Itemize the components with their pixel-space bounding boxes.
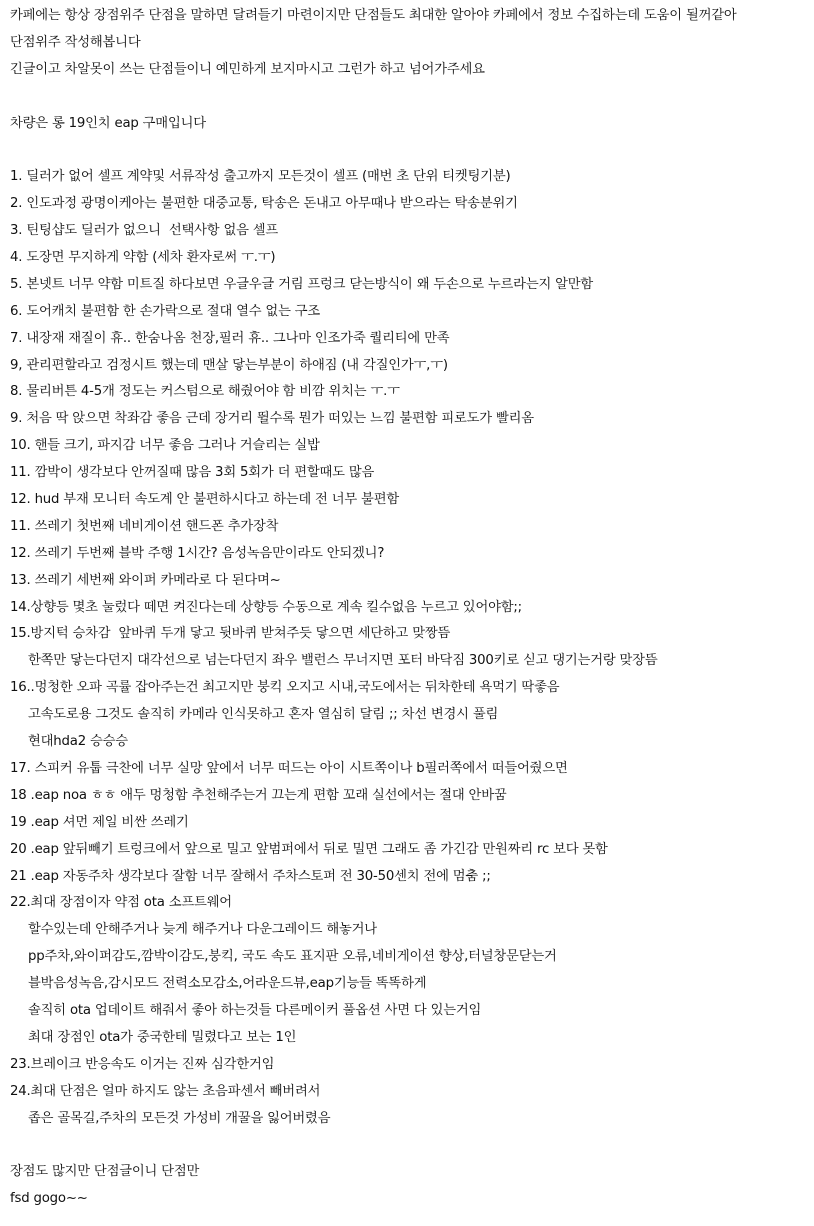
text-line: 단점위주 작성해봅니다 [10, 34, 141, 50]
text-line: 12. 쓰레기 두번째 블박 주행 1시간? 음성녹음만이라도 안되겠니? [10, 545, 385, 561]
text-line: 한쪽만 닿는다던지 대각선으로 넘는다던지 좌우 밸런스 무너지면 포터 바닥짐 300키로 싣고 댕기는거랑 맞장뜸 [28, 653, 658, 669]
text-line: 9, 관리편할라고 검정시트 했는데 맨살 닿는부분이 하애짐 (내 각질인가ㅜ,ㅜ) [10, 357, 448, 373]
text-line: 11. 쓰레기 첫번째 네비게이션 핸드폰 추가장착 [10, 518, 279, 534]
text-line: 6. 도어캐치 불편함 한 손가락으로 절대 열수 없는 구조 [10, 303, 321, 319]
text-line: 차량은 롱 19인치 eap 구매입니다 [10, 115, 206, 131]
text-line: 22.최대 장점이자 약점 ota 소프트웨어 [10, 895, 232, 911]
text-line: 21 .eap 자동주차 생각보다 잘함 너무 잘해서 주차스토퍼 전 30-50센치 전에 멈춤 ;; [10, 868, 491, 884]
text-line: 4. 도장면 무지하게 약함 (세차 환자로써 ㅜ.ㅜ) [10, 250, 276, 266]
blank-line [10, 137, 810, 164]
text-line: 최대 장점인 ota가 중국한테 밀렸다고 보는 1인 [28, 1029, 297, 1045]
text-line: 12. hud 부재 모니터 속도계 안 불편하시다고 하는데 전 너무 불편함 [10, 492, 399, 508]
text-line: 9. 처음 딱 앉으면 착좌감 좋음 근데 장거리 뛸수록 뭔가 떠있는 느낌 불편함 피로도가 빨리옴 [10, 411, 534, 427]
text-line: 고속도로용 그것도 솔직히 카메라 인식못하고 혼자 열심히 달림 ;; 차선 변경시 풀림 [28, 707, 499, 723]
text-line: 13. 쓰레기 세번째 와이퍼 카메라로 다 된다며~ [10, 572, 281, 588]
text-line: 블박음성녹음,감시모드 전력소모감소,어라운드뷰,eap기능들 똑똑하게 [28, 976, 427, 992]
text-line: 14.상향등 몇초 눌렀다 떼면 켜진다는데 상향등 수동으로 계속 킬수없음 누르고 있어야함;; [10, 599, 522, 615]
text-line: fsd gogo~~ [10, 1191, 88, 1207]
text-line: 10. 핸들 크기, 파지감 너무 좋음 그러나 거슬리는 실밥 [10, 438, 320, 454]
post-body [10, 3, 810, 1213]
text-line: 현대hda2 승승승 [28, 734, 128, 750]
text-line: 8. 물리버튼 4-5개 정도는 커스텀으로 해줬어야 함 비깜 위치는 ㅜ.ㅜ [10, 384, 400, 400]
text-line: 5. 본넷트 너무 약함 미트질 하다보면 우글우글 거림 프렁크 닫는방식이 왜 두손으로 누르라는지 알만함 [10, 276, 594, 292]
text-line: 장점도 많지만 단점글이니 단점만 [10, 1164, 200, 1180]
text-line: 7. 내장재 재질이 휴.. 한숨나옴 천장,필러 휴.. 그나마 인조가죽 퀄리티에 만족 [10, 330, 450, 346]
text-line: 1. 딜러가 없어 셀프 계약및 서류작성 출고까지 모든것이 셀프 (매번 초 단위 티켓팅기분) [10, 169, 511, 185]
text-line: 할수있는데 안해주거나 늦게 해주거나 다운그레이드 해놓거나 [28, 922, 377, 938]
text-line: 23.브레이크 반응속도 이거는 진짜 심각한거임 [10, 1056, 275, 1072]
blank-line [10, 1132, 810, 1159]
text-line: 3. 틴팅샵도 딜러가 없으니 선택사항 없음 셀프 [10, 223, 279, 239]
text-line: 카페에는 항상 장점위주 단점을 말하면 달려들기 마련이지만 단점들도 최대한 알아야 카페에서 정보 수집하는데 도움이 될꺼같아 [10, 8, 737, 23]
text-line: 17. 스피커 유툽 극찬에 너무 실망 앞에서 너무 떠드는 아이 시트쪽이나 b필러쪽에서 떠들어줬으면 [10, 760, 568, 776]
text-line: 15.방지턱 승차감 앞바퀴 두개 닿고 뒷바퀴 받쳐주듯 닿으면 세단하고 맞짱뜸 [10, 626, 451, 642]
text-line: 11. 깜박이 생각보다 안꺼질때 많음 3회 5회가 더 편할때도 많음 [10, 465, 375, 481]
text-line: 좁은 골목길,주차의 모든것 가성비 개꿀을 잃어버렸음 [28, 1110, 331, 1126]
text-line: 19 .eap 셔먼 제일 비싼 쓰레기 [10, 814, 189, 830]
text-line: 솔직히 ota 업데이트 해줘서 좋아 하는것들 다른메이커 풀옵션 사면 다 있는거임 [28, 1002, 482, 1018]
blank-line [10, 84, 810, 111]
text-line: 16..멍청한 오파 곡률 잡아주는건 최고지만 붕킥 오지고 시내,국도에서는 뒤차한테 욕먹기 딱좋음 [10, 680, 560, 696]
text-line: 24.최대 단점은 얼마 하지도 않는 초음파센서 빼버려서 [10, 1083, 321, 1099]
text-line: 긴글이고 차알못이 쓰는 단점들이니 예민하게 보지마시고 그런가 하고 넘어가주세요 [10, 61, 485, 77]
text-line: 20 .eap 앞뒤빼기 트렁크에서 앞으로 밀고 앞범퍼에서 뒤로 밀면 그래도 좀 가긴감 만원짜리 rc 보다 못함 [10, 841, 608, 857]
text-line: 2. 인도과정 광명이케아는 불편한 대중교통, 탁송은 돈내고 아무때나 받으라는 탁송분위기 [10, 196, 518, 212]
text-line: 18 .eap noa ㅎㅎ 애두 멍청함 추천해주는거 끄는게 편함 꼬래 실선에서는 절대 안바꿈 [10, 787, 507, 803]
text-line: pp주차,와이퍼감도,깜박이감도,붕킥, 국도 속도 표지판 오류,네비게이션 향상,터널창문닫는거 [28, 949, 557, 965]
